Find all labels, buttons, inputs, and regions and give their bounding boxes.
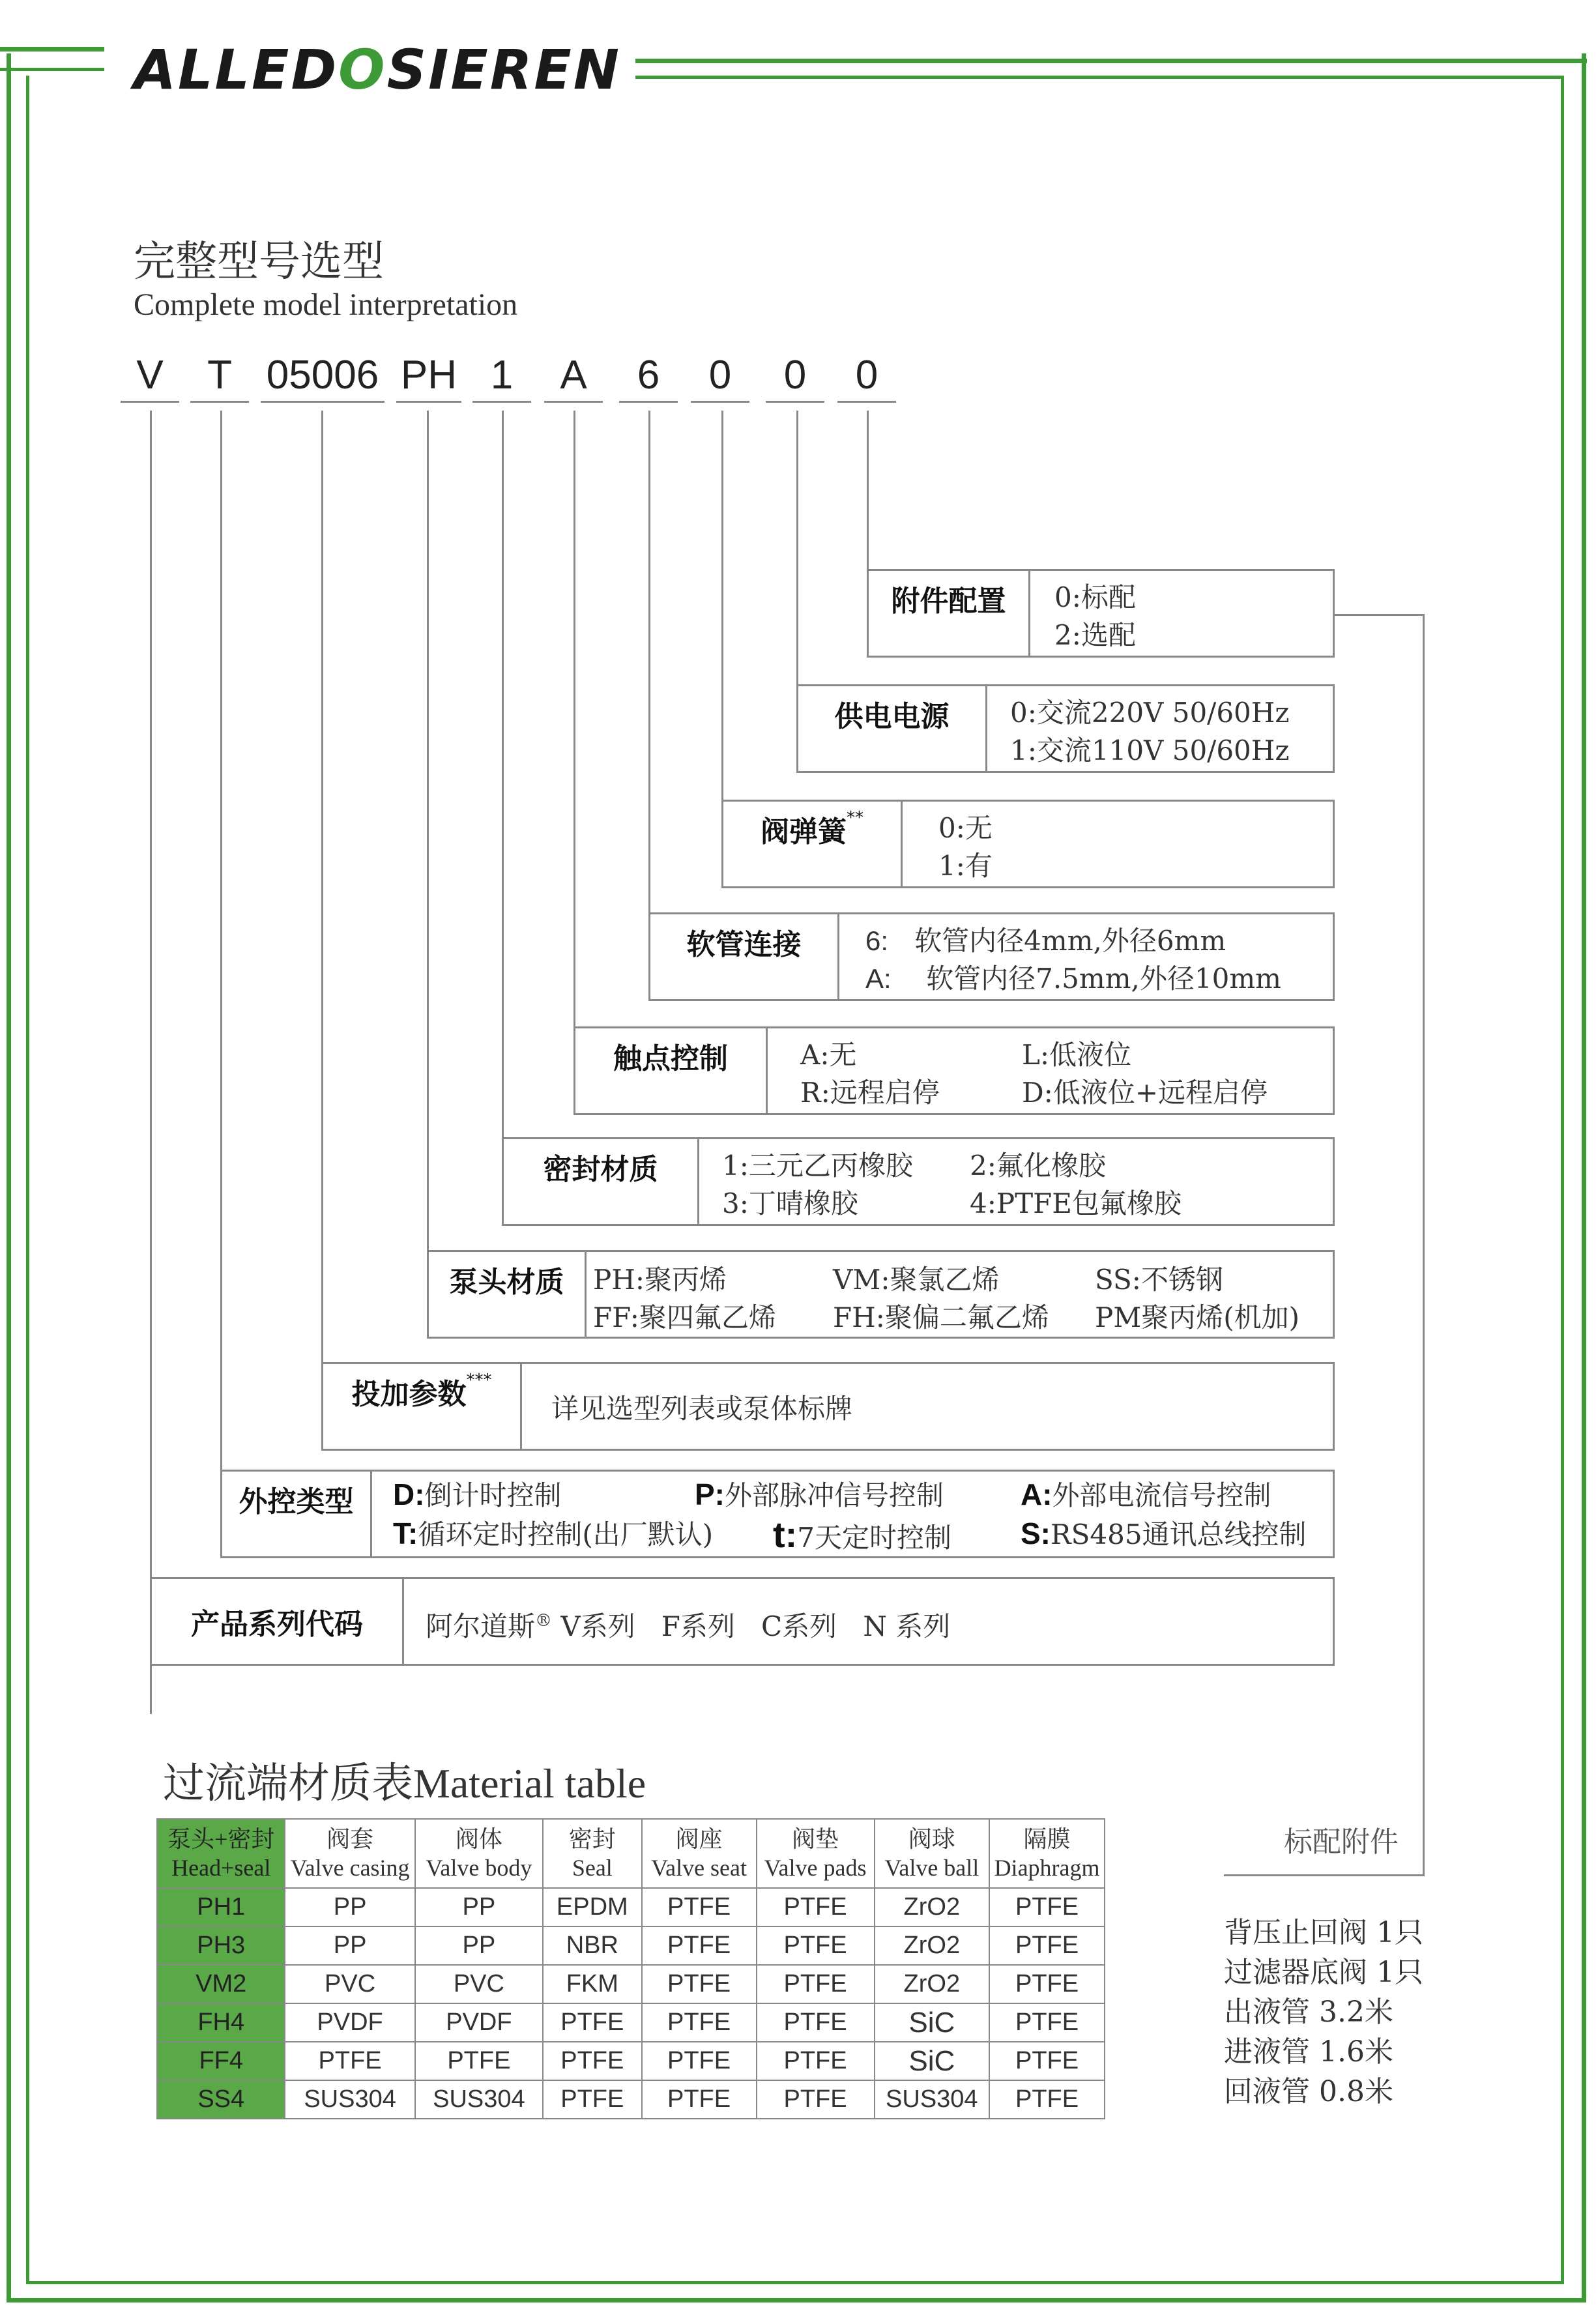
option-head-fh: FH:聚偏二氟乙烯 — [833, 1301, 1049, 1333]
box-head — [427, 1250, 1335, 1339]
connector-line — [150, 411, 152, 1714]
table-cell: PTFE — [757, 2042, 875, 2080]
table-row — [157, 1965, 1105, 2003]
table-cell: PTFE — [415, 2042, 543, 2080]
label-power: 供电电源 — [798, 686, 987, 771]
code-char-power: 0 — [783, 353, 807, 398]
box-power — [796, 684, 1335, 773]
table-cell: PTFE — [989, 2042, 1105, 2080]
connector-line — [573, 411, 575, 1030]
table-cell: PTFE — [989, 2003, 1105, 2042]
code-underline — [396, 401, 461, 403]
table-cell: PTFE — [757, 1888, 875, 1926]
table-cell: PP — [285, 1926, 414, 1965]
table-cell: PP — [415, 1888, 543, 1926]
option-head-ss: SS:不锈钢 — [1095, 1264, 1223, 1296]
brand-o: O — [338, 38, 387, 102]
table-row — [157, 1926, 1105, 1965]
table-cell: FF4 — [157, 2042, 285, 2080]
code-char-seal: 1 — [490, 353, 514, 398]
label-head: 泵头材质 — [429, 1252, 587, 1337]
table-cell: SUS304 — [415, 2080, 543, 2119]
header-head-seal: 泵头+密封 Head+seal — [157, 1819, 285, 1888]
accessory-connector-h — [1333, 614, 1424, 616]
accessories-divider — [1224, 1874, 1425, 1876]
option-head-ph: PH:聚丙烯 — [593, 1264, 727, 1296]
label-seal: 密封材质 — [504, 1139, 699, 1224]
option-seal-2: 2:氟化橡胶 — [970, 1150, 1106, 1182]
code-underline — [619, 401, 678, 403]
table-cell: PTFE — [989, 1888, 1105, 1926]
option-contact-l: L:低液位 — [1022, 1039, 1132, 1071]
table-cell: PVDF — [415, 2003, 543, 2042]
table-cell: SiC — [875, 2003, 990, 2042]
table-cell: SUS304 — [285, 2080, 414, 2119]
option-head-pm: PM聚丙烯(机加) — [1095, 1301, 1300, 1333]
table-cell: PTFE — [757, 2003, 875, 2042]
page-title-en: Complete model interpretation — [134, 287, 518, 322]
param-text: 详见选型列表或泵体标牌 — [551, 1393, 853, 1425]
box-param — [321, 1362, 1335, 1451]
list-item: 背压止回阀 1只 — [1224, 1916, 1423, 1949]
header-valve-seat: 阀座 Valve seat — [642, 1819, 757, 1888]
code-char-series: V — [136, 353, 164, 398]
option-hose-6: 6: 软管内径4mm,外径6mm — [865, 925, 1226, 957]
option-contact-d: D:低液位+远程启停 — [1022, 1077, 1268, 1109]
option-power-0: 0:交流220V 50/60Hz — [1010, 697, 1290, 729]
option-seal-1: 1:三元乙丙橡胶 — [722, 1150, 913, 1182]
table-cell: PTFE — [543, 2042, 641, 2080]
connector-line — [321, 411, 323, 1365]
option-head-ff: FF:聚四氟乙烯 — [593, 1301, 776, 1333]
option-control-p: P:外部脉冲信号控制 — [695, 1477, 944, 1511]
brand-logo — [134, 38, 621, 102]
code-underline — [121, 401, 179, 403]
code-char-control: T — [207, 353, 232, 398]
table-row — [157, 2042, 1105, 2080]
code-char-param: 05006 — [266, 353, 379, 398]
table-cell: SUS304 — [875, 2080, 990, 2119]
table-cell: PVDF — [285, 2003, 414, 2042]
box-spring — [721, 800, 1335, 888]
code-char-head: PH — [400, 353, 457, 398]
table-cell: EPDM — [543, 1888, 641, 1926]
code-underline — [837, 401, 896, 403]
box-series — [150, 1577, 1335, 1666]
connector-line — [796, 411, 798, 684]
table-cell: PTFE — [543, 2080, 641, 2119]
accessories-list — [1224, 1913, 1423, 2112]
label-contact: 触点控制 — [575, 1028, 768, 1113]
header-diaphragm: 隔膜 Diaphragm — [989, 1819, 1105, 1888]
table-cell: ZrO2 — [875, 1926, 990, 1965]
accessories-title: 标配附件 — [1284, 1825, 1399, 1859]
code-underline — [261, 401, 384, 403]
table-row — [157, 2003, 1105, 2042]
series-text: 阿尔道斯® V系列 F系列 C系列 N 系列 — [426, 1610, 951, 1642]
table-cell: PTFE — [543, 2003, 641, 2042]
table-cell: PP — [285, 1888, 414, 1926]
label-accessory: 附件配置 — [869, 571, 1030, 656]
material-table-header-row — [157, 1819, 1105, 1888]
table-cell: PTFE — [642, 2080, 757, 2119]
code-underline — [544, 401, 603, 403]
code-char-accessory: 0 — [855, 353, 878, 398]
table-cell: PTFE — [757, 2080, 875, 2119]
table-cell: PTFE — [757, 1926, 875, 1965]
box-accessory — [867, 569, 1335, 658]
option-contact-r: R:远程启停 — [800, 1077, 940, 1109]
accessory-connector-v — [1423, 614, 1425, 1876]
material-table — [156, 1818, 1105, 2119]
option-control-s: S:RS485通讯总线控制 — [1021, 1517, 1307, 1550]
table-cell: SiC — [875, 2042, 990, 2080]
table-cell: ZrO2 — [875, 1888, 990, 1926]
frame-top-line-left — [0, 47, 104, 51]
code-char-hose: 6 — [637, 353, 660, 398]
table-cell: PH3 — [157, 1926, 285, 1965]
table-cell: NBR — [543, 1926, 641, 1965]
box-control — [220, 1470, 1335, 1558]
label-series: 产品系列代码 — [152, 1579, 404, 1664]
table-cell: PTFE — [642, 2003, 757, 2042]
list-item: 过滤器底阀 1只 — [1224, 1956, 1423, 1989]
code-underline — [190, 401, 249, 403]
option-power-1: 1:交流110V 50/60Hz — [1010, 734, 1290, 766]
header-valve-casing: 阀套 Valve casing — [285, 1819, 414, 1888]
table-cell: PTFE — [989, 2080, 1105, 2119]
table-cell: PTFE — [989, 1965, 1105, 2003]
option-control-t: T:循环定时控制(出厂默认) — [393, 1517, 714, 1550]
option-hose-a: A: 软管内径7.5mm,外径10mm — [865, 963, 1281, 995]
connector-line — [721, 411, 723, 805]
option-seal-4: 4:PTFE包氟橡胶 — [970, 1187, 1182, 1219]
connector-line — [867, 411, 869, 570]
table-cell: PTFE — [989, 1926, 1105, 1965]
label-control: 外控类型 — [222, 1472, 372, 1556]
option-head-vm: VM:聚氯乙烯 — [833, 1264, 1000, 1296]
table-cell: PH1 — [157, 1888, 285, 1926]
box-seal — [502, 1137, 1335, 1226]
header-seal: 密封 Seal — [543, 1819, 641, 1888]
label-hose: 软管连接 — [650, 914, 839, 999]
label-spring: 阀弹簧 ** — [723, 802, 903, 886]
header-valve-ball: 阀球 Valve ball — [875, 1819, 990, 1888]
box-contact — [573, 1026, 1335, 1115]
connector-line — [427, 411, 429, 1251]
connector-line — [502, 411, 504, 1137]
list-item: 进液管 1.6米 — [1224, 2035, 1393, 2069]
box-hose — [648, 912, 1335, 1001]
table-cell: PTFE — [642, 2042, 757, 2080]
code-underline — [691, 401, 749, 403]
code-underline — [472, 401, 531, 403]
option-control-d: D:倒计时控制 — [393, 1477, 562, 1511]
table-cell: VM2 — [157, 1965, 285, 2003]
table-cell: PTFE — [642, 1965, 757, 2003]
header-valve-body: 阀体 Valve body — [415, 1819, 543, 1888]
option-spring-0: 0:无 — [938, 812, 993, 844]
option-control-a: A:外部电流信号控制 — [1021, 1477, 1271, 1511]
page-title-zh: 完整型号选型 — [134, 238, 384, 286]
table-cell: PVC — [285, 1965, 414, 2003]
table-cell: SS4 — [157, 2080, 285, 2119]
header-valve-pads: 阀垫 Valve pads — [757, 1819, 875, 1888]
brand-suffix: SIEREN — [386, 38, 622, 102]
option-seal-3: 3:丁晴橡胶 — [722, 1187, 858, 1219]
connector-line — [648, 411, 650, 912]
table-cell: FKM — [543, 1965, 641, 2003]
table-cell: PTFE — [642, 1926, 757, 1965]
material-table-title: 过流端材质表Material table — [163, 1760, 646, 1807]
table-cell: PTFE — [642, 1888, 757, 1926]
option-control-t7: t:7天定时控制 — [773, 1514, 952, 1555]
table-cell: PP — [415, 1926, 543, 1965]
option-spring-1: 1:有 — [938, 850, 993, 882]
connector-line — [220, 411, 222, 1545]
table-cell: ZrO2 — [875, 1965, 990, 2003]
table-cell: FH4 — [157, 2003, 285, 2042]
table-row — [157, 1888, 1105, 1926]
option-contact-a: A:无 — [800, 1039, 857, 1071]
table-cell: PTFE — [285, 2042, 414, 2080]
code-char-contact: A — [560, 353, 587, 398]
list-item: 出液管 3.2米 — [1224, 1996, 1393, 2029]
option-accessory-0: 0:标配 — [1054, 581, 1136, 613]
table-row — [157, 2080, 1105, 2119]
option-accessory-2: 2:选配 — [1054, 619, 1136, 651]
table-cell: PTFE — [757, 1965, 875, 2003]
code-char-spring: 0 — [708, 353, 732, 398]
code-underline — [766, 401, 824, 403]
brand-prefix: ALLED — [134, 38, 339, 102]
table-cell: PVC — [415, 1965, 543, 2003]
label-param: 投加参数 *** — [323, 1364, 522, 1449]
list-item: 回液管 0.8米 — [1224, 2075, 1393, 2108]
